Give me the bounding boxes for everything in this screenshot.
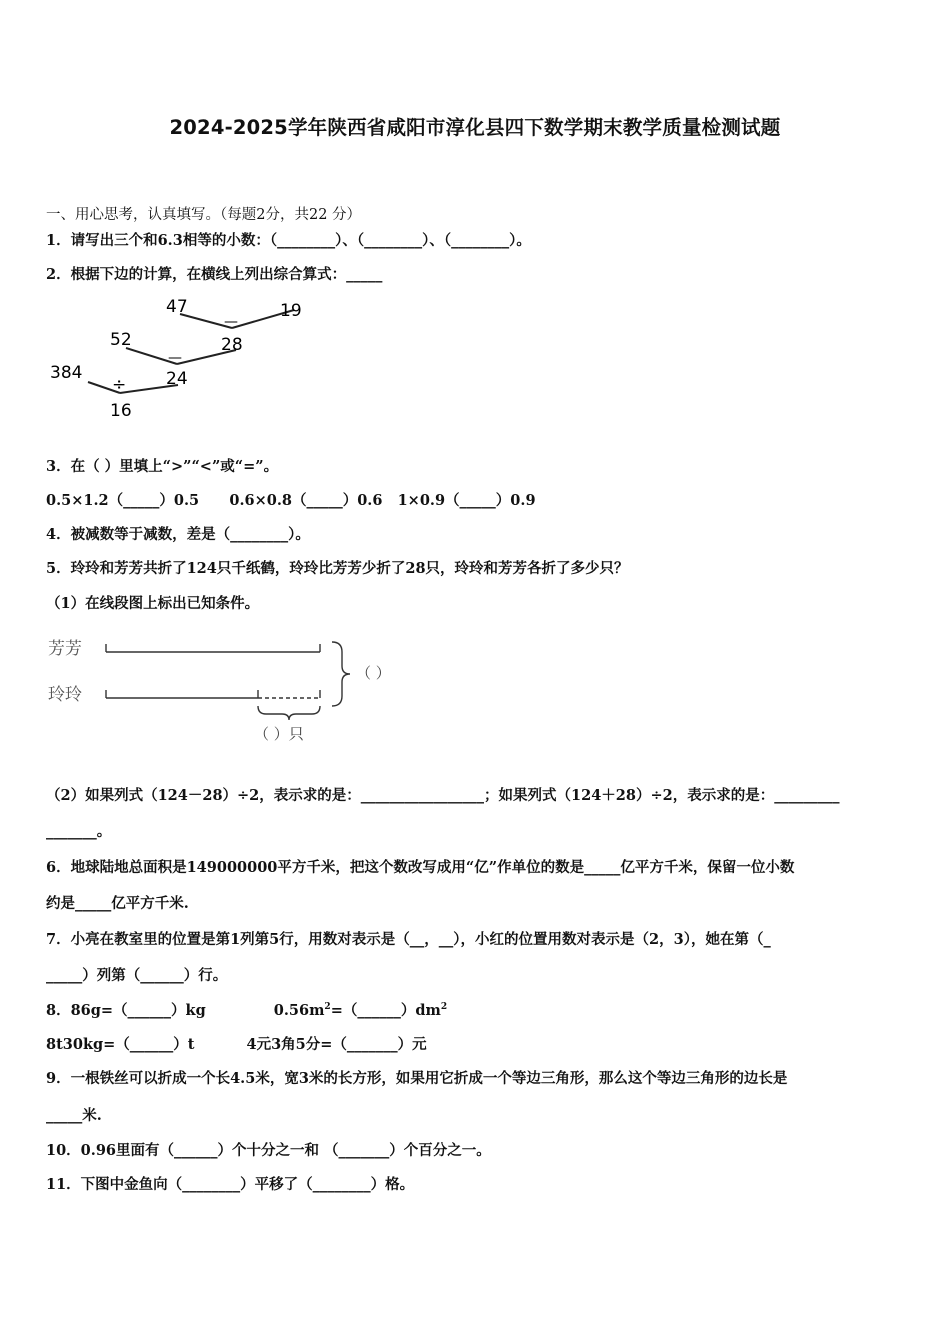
question-9: 9．一根铁丝可以折成一个长4.5米，宽3米的长方形，如果用它折成一个等边三角形，那么这个等边三角形的边长是 <box>46 1070 788 1087</box>
line-segment-diagram <box>44 630 444 750</box>
question-5: 5．玲玲和芳芳共折了124只千纸鹤，玲玲比芳芳少折了28只，玲玲和芳芳各折了多少只？ <box>46 560 629 577</box>
question-6: 6．地球陆地总面积是149000000平方千米，把这个数改写成用“亿”作单位的数是_____亿平方千米，保留一位小数 <box>46 859 795 876</box>
question-11: 11．下图中金鱼向（________）平移了（________）格。 <box>46 1176 415 1193</box>
number-384: 384 <box>50 363 83 383</box>
question-5-part-1: （1）在线段图上标出已知条件。 <box>46 595 260 612</box>
divide-sign: ÷ <box>112 375 127 395</box>
number-24: 24 <box>166 369 188 389</box>
minus-sign: — <box>168 350 182 366</box>
question-4: 4．被减数等于减数，差是（________）。 <box>46 526 310 543</box>
question-7-continued: _____）列第（______）行。 <box>46 967 228 984</box>
label-fangfang: 芳芳 <box>48 639 82 659</box>
question-6-continued: 约是_____亿平方千米. <box>46 895 189 912</box>
label-lingling: 玲玲 <box>48 685 82 705</box>
total-blank: （ ） <box>356 664 391 682</box>
question-2: 2．根据下边的计算，在横线上列出综合算式：_____ <box>46 266 383 283</box>
question-7: 7．小亮在教室里的位置是第1列第5行，用数对表示是（__，__），小红的位置用数对表示是（2，3），她在第（_ <box>46 931 771 948</box>
question-3-items: 0.5×1.2（_____）0.5 0.6×0.8（_____）0.6 1×0.9（_____）0.9 <box>46 492 536 509</box>
number-28: 28 <box>221 335 243 355</box>
page-title: 2024-2025学年陕西省咸阳市淳化县四下数学期末教学质量检测试题 <box>169 116 781 139</box>
question-3: 3．在（ ）里填上“>”“<”或“=”。 <box>46 458 279 475</box>
question-9-continued: _____米. <box>46 1107 102 1124</box>
number-47: 47 <box>166 297 188 317</box>
question-10: 10．0.96里面有（______）个十分之一和 （_______）个百分之一。 <box>46 1142 491 1159</box>
number-52: 52 <box>110 330 132 350</box>
difference-blank: （ ）只 <box>254 725 304 743</box>
question-1: 1．请写出三个和6.3相等的小数：（________）、（________）、（________）。 <box>46 232 531 249</box>
minus-sign: — <box>224 314 238 330</box>
question-8-row-2: 8t30kg=（______）t 4元3角5分=（_______）元 <box>46 1036 427 1053</box>
number-19: 19 <box>280 301 302 321</box>
question-5-part-2-continued: _______。 <box>46 823 112 840</box>
section-heading: 一、用心思考，认真填写。（每题2分，共22 分） <box>46 207 362 223</box>
question-8-row-1: 8．86g=（______）kg $0.56m^2=(\_\_\_\_\_\_)dm^2$ <box>46 1002 448 1019</box>
question-5-part-2: （2）如果列式（124－28）÷2，表示求的是：_________________；如果列式（124＋28）÷2，表示求的是：_________ <box>46 787 840 804</box>
calculation-tree-diagram <box>44 290 314 425</box>
number-16: 16 <box>110 401 132 421</box>
